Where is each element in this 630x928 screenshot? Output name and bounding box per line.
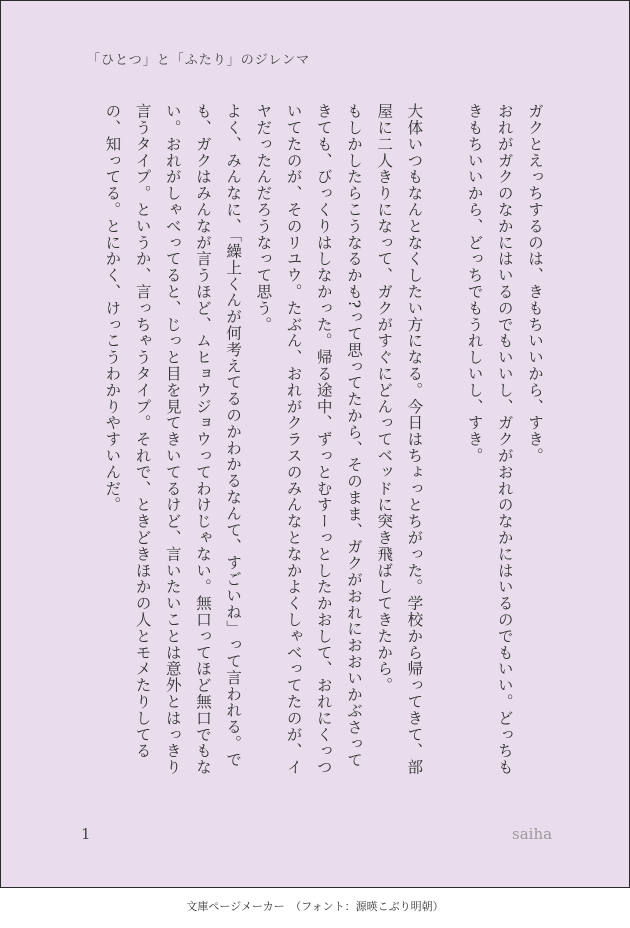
paragraph-2: おれがガクのなかにはいるのでもいいし、ガクがおれのなかにはいるのでもいい。どっちもきもちいいから、どっちでもうれしいし、すき。 xyxy=(465,103,514,776)
vertical-body-text xyxy=(70,103,550,783)
author-name: saiha xyxy=(512,825,553,843)
paragraph-1: ガクとえっちするのは、きもちいいから、すき。 xyxy=(526,103,544,464)
paragraph-5: よく、みんなに、「繰上くんが何考えてるのかわかるなんて、すごいね」って言われる。でも、ガクはみんなが言うほど、ムヒョウジョウってわけじゃない。無口ってほど無口でもない。おれがしゃべってると、じっと目を見てきいてるけど、言いたいことは意外とはっきり言うタイプ。というか、言っちゃうタイプ。それで、ときどきほかの人とモメたりしてるの、知ってる。とにかく、けっこうわかりやすいんだ。 xyxy=(103,103,243,776)
page-number: 1 xyxy=(81,825,91,843)
page-header-title: 「ひとつ」と「ふたり」のジレンマ xyxy=(87,53,311,68)
paragraph-4: もしかしたらこうなるかも?って思ってたから、そのまま、ガクがおれにおおいかぶさってきても、びっくりはしなかった。帰る途中、ずっとむすーっとしたかおして、おれにくっついてたのが、そのリユウ。たぶん、おれがクラスのみんなとなかよくしゃべってたのが、イヤだったんだろうなって思う。 xyxy=(254,103,363,776)
footer-credit: 文庫ページメーカー （フォント：源暎こぶり明朝） xyxy=(186,900,444,913)
paragraph-gap xyxy=(429,103,459,783)
paragraph-3: 大体いつもなんとなくしたい方になる。今日はちょっとちがった。学校から帰ってきて、部屋に二人きりになって、ガクがすぐにどんってベッドに突き飛ばしてきたから。 xyxy=(375,103,424,776)
